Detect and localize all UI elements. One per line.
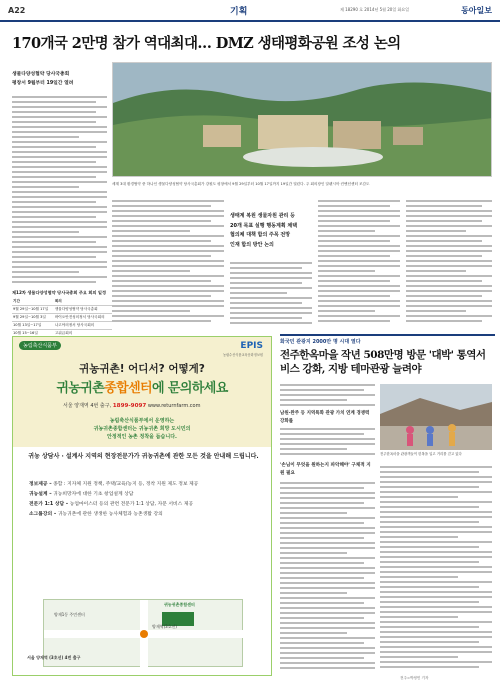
article2-photo <box>380 384 492 450</box>
map-label-office: 양재1동 주민센터 <box>54 612 85 617</box>
table-header-cell: 회의 <box>54 298 112 306</box>
ad-location: 서울 양재역 4번 출구, <box>63 403 113 409</box>
table-row <box>12 306 112 314</box>
list-item <box>29 492 264 499</box>
table-header-row <box>12 298 112 306</box>
ad-service-list <box>29 482 264 522</box>
ad-desc-line: 안정적인 농촌 정착을 돕습니다. <box>107 434 177 440</box>
schedule-table <box>12 298 112 338</box>
table-cell: 나고야의정서 당사국회의 <box>54 322 112 330</box>
table-row <box>12 322 112 330</box>
table-cell: 생물다양성협약 당사국총회 <box>54 306 112 314</box>
article2-column-1 <box>280 384 375 408</box>
table-cell: 10월 13일~17일 <box>12 322 54 330</box>
service-key: 소그룹강의 – <box>29 511 57 517</box>
ad-main-highlight: 종합센터 <box>104 381 152 396</box>
ad-description <box>13 417 271 441</box>
table-row <box>12 314 112 322</box>
website-link[interactable]: www.returnfarm.com <box>146 403 201 409</box>
map-label-station: 양재역(3호선) <box>152 624 177 629</box>
article2-photo-caption: 전주한옥마을 관광객들이 한복을 입고 거리를 걷고 있다 <box>380 452 462 456</box>
section-title: 기획 <box>230 7 248 17</box>
ad-main-slogan <box>13 377 271 396</box>
newspaper-name: 동아일보 <box>461 6 492 15</box>
map-label-center: 귀농귀촌종합센터 <box>164 602 195 607</box>
article2-column-2 <box>380 466 492 674</box>
phone-number[interactable]: 1899-9097 <box>112 403 147 409</box>
subhead-4: 인재 합의 방안 논의 <box>230 241 274 248</box>
table-cell: 바이오안전성의정서 당사국회의 <box>54 314 112 322</box>
table-cell: 고위급회의 <box>54 330 112 338</box>
issue-info: 제 18290 호 2014년 5월 20일 화요일 <box>340 7 410 12</box>
article1-column-3 <box>230 262 312 328</box>
ad-main-part: 에 문의하세요 <box>152 381 228 396</box>
ad-question: 귀농귀촌! 어디서? 어떻게? <box>79 363 205 375</box>
article1-subheads <box>230 212 310 250</box>
ad-desc-line: 귀농귀촌종합센터는 귀농귀촌 희망 도시민의 <box>93 426 191 432</box>
article2-section-title: 화국민 관광지 2000만 명 시대 열다 <box>280 334 495 345</box>
ministry-badge: 농림축산식품부 <box>19 341 61 350</box>
hanok-street-photo <box>380 384 492 450</box>
article1-column-2 <box>112 200 224 328</box>
service-key: 귀농설계 – <box>29 491 52 497</box>
epis-subtitle: 농림수산식품교육문화정보원 <box>222 353 263 357</box>
ad-intro: 귀농 상담사 · 설계사 지역의 현장전문가가 귀농귀촌에 관한 모든 것을 안내해 드립니다. <box>28 453 259 460</box>
article1-column-5 <box>406 200 492 328</box>
article1-column-4 <box>318 200 400 328</box>
article2-reporter: 전주=박정민 기자 <box>400 676 429 680</box>
table-header-cell: 기간 <box>12 298 54 306</box>
article2-headline: 전주한옥마을 작년 508만명 방문 '대박' 통역서비스 강화, 지방 테마관광 늘려야 <box>280 349 486 376</box>
subtitle-line-2: 평창서 9월부터 19일간 열려 <box>12 81 74 87</box>
service-key: 정보제공 – <box>29 482 52 487</box>
main-headline: 170개국 2만명 참가 역대최대… DMZ 생태평화공원 조성 논의 <box>12 35 401 52</box>
list-item <box>29 482 264 489</box>
subhead-1: 생태계 복원 생물자원 관리 등 <box>230 213 295 219</box>
subhead-2: 20개 목표 실행 행동계획 채택 <box>230 222 298 229</box>
article2-subhead-2: '손님이 무엇을 원하는지 파악해야' 구체적 지원 필요 <box>280 463 371 477</box>
epis-logo: EPIS <box>240 341 263 351</box>
table-cell: 9월 29일~10월 3일 <box>12 314 54 322</box>
ad-contact <box>63 402 263 409</box>
ad-address: 서울 양재역 (3호선) 4번 출구 <box>27 655 81 660</box>
resort-aerial-photo <box>113 63 492 177</box>
service-value: 종합 : 지자체 지원 정책, 주택/교육/농지 등, 정착 지원 제도 정보 제공 <box>53 482 199 487</box>
service-key: 전문가 1:1 상담 – <box>29 501 69 507</box>
article2-column-1b <box>280 428 375 458</box>
service-value: 귀농귀촌에 관한 생생한 농사체험과 농촌생활 강의 <box>57 511 163 517</box>
table-cell: 9월 29일~10월 17일 <box>12 306 54 314</box>
main-photo <box>112 62 492 177</box>
list-item <box>29 512 264 519</box>
article1-column-1 <box>12 96 107 286</box>
ad-main-part: 귀농귀촌 <box>56 381 105 396</box>
article2-subhead-1: 남원·완주 등 지역특화 관광 가치 연계 경쟁력 강화를 <box>280 411 370 425</box>
subtitle-line-1: 생물다양성협약 당사국총회 <box>12 72 70 77</box>
list-item <box>29 502 264 509</box>
main-photo-caption: 세계 3대 환경협약 중 하나인 생물다양성협약 당사국총회가 강원도 평창에서 9월 29일부터 10월 17일까지 19일간 열린다. 주 회의장인 알펜시아 컨벤션센터 조감도 <box>112 182 370 186</box>
table-cell: 10월 15~16일 <box>12 330 54 338</box>
advertisement[interactable] <box>12 336 272 676</box>
article2-column-1c <box>280 482 375 674</box>
ad-banner <box>13 337 271 447</box>
page-number: A22 <box>8 6 26 15</box>
service-value: 귀농희망자에 대한 기초 창업설계 상담 <box>53 491 134 497</box>
ad-desc-line: 농림축산식품부에서 운영하는 <box>109 418 175 424</box>
schedule-table-title: 제12차 생물다양성협약 당사국총회 주요 회의 일정 <box>12 290 107 295</box>
page-header <box>0 0 500 22</box>
service-value: 농업마이스터 등의 관련 전문가 1:1 상담, 자문 서비스 제공 <box>69 501 194 507</box>
subhead-3: 협의체 대책 합의 주목 전망 <box>230 232 291 238</box>
article-subtitle <box>12 70 107 88</box>
